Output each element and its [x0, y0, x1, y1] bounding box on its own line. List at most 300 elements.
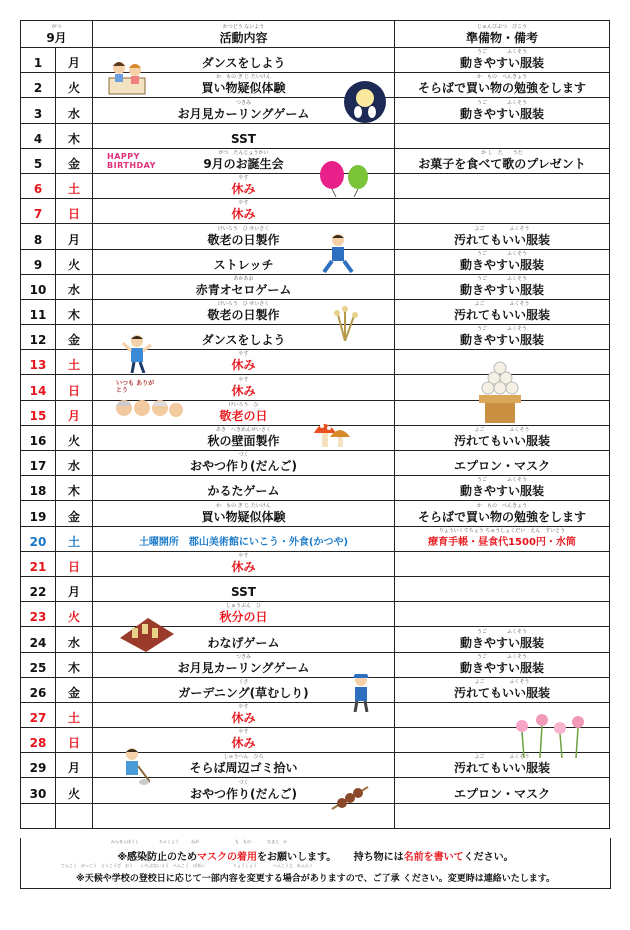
note-text: 汚れてもいい服装: [454, 685, 551, 700]
weekday-cell: [56, 778, 93, 803]
note-ruby: [395, 595, 609, 601]
schedule-row: [21, 501, 610, 526]
weekday-cell: [56, 753, 93, 778]
weekday-cell: [56, 249, 93, 274]
activity-header-label: 活動内容: [219, 31, 268, 45]
note-cell: [395, 299, 610, 324]
weekday-cell: [56, 148, 93, 173]
balloons-illustration: [316, 153, 374, 197]
day-number-text: 11: [29, 308, 47, 323]
schedule-row: [21, 602, 610, 627]
activity-cell: [93, 274, 395, 299]
notes-header-label: 準備物・備考: [466, 31, 539, 45]
weekday-text: 火: [68, 610, 81, 625]
day-number-cell: [21, 551, 56, 576]
activity-text: 敬老の日: [219, 408, 268, 423]
note-text: エプロン・マスク: [454, 459, 551, 474]
note-ruby: か もの べんきょう: [477, 502, 528, 509]
day-number-text: 9: [33, 257, 43, 272]
activity-ruby: けいろう ひ: [228, 401, 259, 408]
note-text: お菓子を食べて歌のプレゼント: [418, 156, 586, 171]
weekday-text: 土: [68, 358, 81, 373]
weekday-cell: [56, 299, 93, 324]
activity-ruby: づく: [238, 452, 249, 459]
weekday-cell: [56, 677, 93, 702]
note-ruby: よご ふくそう: [474, 678, 530, 685]
note-ruby: よご ふくそう: [474, 225, 530, 232]
weekday-text: 土: [68, 711, 81, 726]
weekday-cell: [56, 576, 93, 601]
note-ruby: よご ふくそう: [474, 754, 530, 761]
empty-cell: [395, 803, 610, 828]
note-ruby: よご ふくそう: [474, 427, 530, 433]
note-ruby: [395, 142, 609, 148]
activity-cell: [93, 576, 395, 601]
note-ruby: うご ふくそう: [477, 49, 528, 56]
activity-text: おやつ作り(だんご): [190, 786, 297, 801]
schedule-row: [21, 98, 610, 123]
footer-line1-d: ください。: [463, 852, 514, 863]
weekday-cell: [56, 526, 93, 551]
day-number-cell: [21, 123, 56, 148]
weekday-text: 金: [68, 509, 81, 524]
weekday-text: 月: [68, 585, 81, 600]
activity-text: わなげゲーム: [207, 635, 280, 650]
day-number-text: 21: [29, 559, 47, 574]
weekday-text: 火: [68, 786, 81, 801]
day-number-cell: [21, 728, 56, 753]
activity-ruby: づく: [238, 779, 249, 786]
activity-text: 赤青オセロゲーム: [195, 282, 292, 297]
weekday-text: 木: [68, 484, 81, 499]
footer-line1-a: ※感染防止のため: [117, 852, 198, 863]
footer-notes: [20, 838, 611, 889]
day-number-text: 3: [33, 106, 43, 121]
weekday-text: 火: [68, 434, 81, 448]
tsukimi-dango-illustration: [473, 360, 527, 426]
schedule-row: [21, 526, 610, 551]
note-text: 動きやすい服装: [460, 333, 545, 348]
activity-ruby: やす: [238, 351, 249, 358]
schedule-row: [21, 551, 610, 576]
schedule-row: [21, 476, 610, 501]
note-cell: [395, 224, 610, 249]
note-cell: [395, 274, 610, 299]
happy-birthday-banner: [105, 152, 165, 176]
day-number-cell: [21, 425, 56, 450]
weekday-cell: [56, 274, 93, 299]
weekday-text: 土: [68, 182, 81, 197]
note-text: そらばで買い物の勉強をします: [418, 81, 587, 96]
note-text: 動きやすい服装: [460, 660, 545, 675]
activity-text: 敬老の日製作: [207, 232, 280, 247]
trash-pickup-illustration: [120, 746, 150, 786]
activity-ruby: やす: [238, 552, 249, 559]
mushroom-illustration: [310, 413, 352, 451]
note-cell: [395, 677, 610, 702]
note-cell: [395, 199, 610, 224]
activity-cell: [93, 551, 395, 576]
empty-cell: [21, 803, 56, 828]
note-ruby: りょういくてちょう ちゅうしょくだい えん すいとう: [438, 527, 566, 534]
activity-text: ダンスをしよう: [201, 333, 286, 348]
activity-ruby: やす: [238, 175, 249, 182]
activity-cell: [93, 526, 395, 551]
day-number-cell: [21, 375, 56, 400]
activity-text: SST: [231, 585, 256, 600]
day-number-cell: [21, 602, 56, 627]
activity-cell: [93, 501, 395, 526]
day-number-text: 8: [33, 232, 43, 247]
note-cell: [395, 476, 610, 501]
day-number-text: 14: [29, 383, 47, 398]
schedule-row: [21, 249, 610, 274]
schedule-row: [21, 123, 610, 148]
note-cell: [395, 778, 610, 803]
weekday-text: 月: [68, 232, 81, 247]
weekday-text: 日: [68, 207, 81, 222]
weekday-text: 金: [68, 685, 81, 700]
note-text: 汚れてもいい服装: [454, 434, 551, 448]
activity-ruby: やす: [238, 376, 249, 383]
schedule-row: [21, 173, 610, 198]
day-number-text: 12: [29, 333, 47, 348]
weekday-cell: [56, 375, 93, 400]
footer-line1-ruby: かんせんぼうし ちゃくよう ねが も もの なまえ か: [111, 839, 287, 844]
weekday-text: 金: [68, 156, 81, 171]
weekday-text: 水: [68, 459, 81, 474]
note-cell: [395, 73, 610, 98]
note-ruby: うご ふくそう: [477, 326, 528, 333]
activity-text: ダンスをしよう: [201, 56, 286, 71]
note-text: 汚れてもいい服装: [454, 232, 551, 247]
day-number-text: 30: [29, 786, 47, 801]
activity-text: 休み: [231, 711, 256, 726]
footer-mask-notice: マスクの着用: [197, 852, 258, 863]
day-number-text: 10: [29, 282, 47, 297]
activity-ruby: あき へきめんせいさく: [216, 427, 272, 433]
note-cell: [395, 249, 610, 274]
weekday-text: 日: [68, 559, 81, 574]
day-number-text: 19: [29, 509, 47, 524]
note-ruby: [395, 570, 609, 576]
activity-ruby: がつ たんじょうかい: [218, 149, 269, 156]
note-cell: [395, 325, 610, 350]
weekday-text: 水: [68, 282, 81, 297]
day-number-text: 20: [29, 534, 47, 549]
activity-text: お月見カーリングゲーム: [177, 106, 310, 121]
day-number-cell: [21, 702, 56, 727]
autumn-equinox-illustration: [118, 614, 176, 654]
note-cell: [395, 602, 610, 627]
day-number-text: 7: [33, 207, 43, 222]
day-number-text: 17: [29, 459, 47, 474]
activity-text: 休み: [231, 736, 256, 751]
note-cell: [395, 652, 610, 677]
day-number-text: 4: [33, 131, 43, 146]
day-number-text: 2: [33, 81, 43, 96]
footer-line1-c: 持ち物には: [353, 852, 404, 863]
day-number-text: 28: [29, 736, 47, 751]
activity-ruby: けいろう ひ せいさく: [217, 301, 270, 308]
activity-text: SST: [231, 131, 256, 146]
note-text: 動きやすい服装: [460, 635, 545, 650]
table-header-row: [21, 21, 610, 48]
note-ruby: うご ふくそう: [477, 250, 528, 257]
gardening-person-illustration: [347, 672, 377, 712]
activity-text: 休み: [231, 559, 256, 574]
thank-you-text: いつも ありがとう: [116, 380, 155, 394]
activity-cell: [93, 451, 395, 476]
activity-text: 買い物疑似体験: [201, 509, 286, 524]
day-number-cell: [21, 98, 56, 123]
weekday-cell: [56, 123, 93, 148]
weekday-cell: [56, 350, 93, 375]
note-ruby: [395, 192, 609, 198]
activity-ruby: つきみ: [236, 653, 252, 660]
weekday-text: 火: [68, 257, 81, 272]
day-number-cell: [21, 627, 56, 652]
weekday-text: 日: [68, 736, 81, 751]
note-cell: [395, 173, 610, 198]
day-number-text: 26: [29, 685, 47, 700]
activity-ruby: か もの ぎ じ たいけん: [216, 502, 271, 509]
day-number-cell: [21, 753, 56, 778]
activity-text: おやつ作り(だんご): [190, 459, 297, 474]
schedule-row: [21, 274, 610, 299]
day-number-cell: [21, 325, 56, 350]
activity-text: そらば周辺ゴミ拾い: [189, 761, 298, 776]
footer-ruby-2: [21, 863, 610, 871]
footer-line2-ruby: てんこう がっこう とうこうび おう いちぶないよう へんこう ばあい りょうしょう へんこうじ れんらく: [61, 863, 313, 868]
activity-ruby: しゅうぶん ひ: [226, 603, 262, 610]
weekday-text: 水: [68, 106, 81, 121]
weekday-cell: [56, 224, 93, 249]
weekday-cell: [56, 48, 93, 73]
activity-text: かるたゲーム: [207, 484, 280, 499]
weekday-cell: [56, 325, 93, 350]
day-number-cell: [21, 274, 56, 299]
schedule-row: [21, 199, 610, 224]
weekday-cell: [56, 602, 93, 627]
day-number-cell: [21, 73, 56, 98]
activity-ruby: しゅうへん ひろ: [223, 754, 264, 761]
note-cell: [395, 576, 610, 601]
activity-ruby: あかあお: [233, 275, 254, 282]
footer-line1-b: をお願いします。: [257, 852, 337, 863]
schedule-row: [21, 299, 610, 324]
note-ruby: か もの べんきょう: [477, 74, 528, 81]
day-number-cell: [21, 299, 56, 324]
note-text: 動きやすい服装: [460, 257, 545, 272]
activity-ruby: かつどう ないよう: [222, 24, 265, 30]
day-number-cell: [21, 249, 56, 274]
stretch-person-illustration: [322, 232, 356, 276]
weekday-cell: [56, 98, 93, 123]
note-cell: [395, 48, 610, 73]
activity-text: 敬老の日製作: [207, 308, 280, 323]
schedule-row: [21, 325, 610, 350]
day-number-text: 6: [33, 182, 43, 197]
weekday-cell: [56, 652, 93, 677]
activity-ruby: やす: [238, 729, 249, 736]
note-text: そらばで買い物の勉強をします: [418, 509, 587, 524]
notes-ruby: じゅんびぶつ びこう: [477, 24, 528, 30]
activity-ruby: けいろう ひ せいさく: [217, 225, 270, 232]
note-ruby: [395, 620, 609, 626]
note-cell: [395, 627, 610, 652]
day-number-text: 24: [29, 635, 47, 650]
weekday-text: 月: [68, 761, 81, 776]
day-number-cell: [21, 501, 56, 526]
schedule-row: [21, 224, 610, 249]
day-number-cell: [21, 476, 56, 501]
day-number-text: 22: [29, 585, 47, 600]
activity-header: [93, 21, 395, 48]
shopping-illustration: [105, 58, 149, 98]
note-ruby: [395, 217, 609, 223]
weekday-text: 月: [68, 56, 81, 71]
weekday-cell: [56, 400, 93, 425]
activity-ruby: か もの ぎ じ たいけん: [216, 74, 271, 81]
activity-ruby: やす: [238, 200, 249, 207]
day-number-text: 13: [29, 358, 47, 373]
activity-text: 休み: [231, 383, 256, 398]
day-number-cell: [21, 677, 56, 702]
note-text: 動きやすい服装: [460, 106, 545, 121]
moon-viewing-illustration: [343, 80, 387, 124]
activity-cell: [93, 199, 395, 224]
weekday-cell: [56, 425, 93, 450]
footer-name-notice: 名前を書いて: [403, 852, 464, 863]
activity-text: ストレッチ: [213, 257, 274, 272]
day-number-cell: [21, 173, 56, 198]
month-label: 9月: [46, 31, 67, 45]
activity-ruby: つきみ: [236, 99, 252, 106]
weekday-cell: [56, 501, 93, 526]
day-number-cell: [21, 652, 56, 677]
day-number-text: 29: [29, 761, 47, 776]
footer-line1: [21, 848, 610, 863]
activity-text: 休み: [231, 358, 256, 373]
activity-text: ガーデニング(草むしり): [178, 685, 309, 700]
weekday-text: 土: [68, 534, 81, 549]
weekday-cell: [56, 728, 93, 753]
weekday-cell: [56, 627, 93, 652]
note-ruby: うご ふくそう: [477, 99, 528, 106]
note-text: 汚れてもいい服装: [454, 308, 551, 323]
weekday-text: 日: [68, 383, 81, 398]
weekday-cell: [56, 73, 93, 98]
note-cell: [395, 551, 610, 576]
month-ruby: がつ: [51, 24, 62, 30]
day-number-text: 1: [33, 56, 43, 71]
activity-cell: [93, 123, 395, 148]
day-number-cell: [21, 199, 56, 224]
day-number-text: 5: [33, 156, 43, 171]
note-cell: [395, 451, 610, 476]
day-number-cell: [21, 350, 56, 375]
note-ruby: うご ふくそう: [477, 653, 528, 660]
day-number-text: 18: [29, 484, 47, 499]
note-cell: [395, 123, 610, 148]
weekday-text: 火: [68, 81, 81, 96]
footer-line2: ※天候や学校の登校日に応じて一部内容を変更する場合がありますので、ご了承 ください。変更時は連絡いたします。: [76, 874, 555, 884]
note-text: 動きやすい服装: [460, 282, 545, 297]
day-number-cell: [21, 451, 56, 476]
activity-text: 9月のお誕生会: [203, 156, 284, 171]
note-cell: [395, 501, 610, 526]
note-text: 療育手帳・昼食代1500円・水筒: [428, 536, 576, 548]
weekday-text: 金: [68, 333, 81, 348]
note-text: 汚れてもいい服装: [454, 761, 551, 776]
weekday-cell: [56, 476, 93, 501]
day-number-cell: [21, 778, 56, 803]
dancing-kid-illustration: [122, 333, 152, 373]
weekday-text: 月: [68, 408, 81, 423]
schedule-row: [21, 627, 610, 652]
weekday-cell: [56, 451, 93, 476]
note-ruby: うご ふくそう: [477, 275, 528, 282]
day-number-text: 16: [29, 434, 47, 448]
activity-text: 土曜開所 郡山美術館にいこう・外食(かつや): [138, 536, 349, 548]
day-number-cell: [21, 48, 56, 73]
activity-text: お月見カーリングゲーム: [177, 660, 310, 675]
pampas-grass-illustration: [327, 305, 363, 341]
cosmos-flowers-illustration: [508, 712, 592, 760]
note-cell: [395, 98, 610, 123]
dango-skewer-illustration: [330, 785, 370, 811]
weekday-cell: [56, 702, 93, 727]
weekday-cell: [56, 199, 93, 224]
day-number-cell: [21, 148, 56, 173]
day-number-cell: [21, 400, 56, 425]
day-number-text: 23: [29, 610, 47, 625]
empty-cell: [56, 803, 93, 828]
weekday-cell: [56, 551, 93, 576]
empty-row: [21, 803, 610, 828]
schedule-row: [21, 778, 610, 803]
note-text: 動きやすい服装: [460, 484, 545, 499]
activity-ruby: くさ: [238, 678, 249, 685]
weekday-cell: [56, 173, 93, 198]
weekday-text: 木: [68, 131, 81, 146]
note-ruby: うご ふくそう: [477, 628, 528, 635]
weekday-text: 水: [68, 635, 81, 650]
activity-text: 秋の壁面製作: [207, 434, 280, 448]
note-text: エプロン・マスク: [454, 786, 551, 801]
schedule-row: [21, 652, 610, 677]
note-ruby: よご ふくそう: [474, 301, 530, 308]
schedule-row: [21, 451, 610, 476]
activity-text: 秋分の日: [219, 610, 268, 625]
elder-faces-icon: [112, 394, 184, 424]
note-text: 動きやすい服装: [460, 56, 545, 71]
note-cell: [395, 148, 610, 173]
grandparents-illustration: [112, 380, 184, 426]
notes-header: [395, 21, 610, 48]
day-number-text: 25: [29, 660, 47, 675]
note-cell: [395, 425, 610, 450]
day-number-cell: [21, 576, 56, 601]
activity-text: 休み: [231, 207, 256, 222]
weekday-text: 木: [68, 660, 81, 675]
note-ruby: か し た うた: [481, 149, 523, 156]
activity-text: 休み: [231, 182, 256, 197]
month-header: [21, 21, 93, 48]
note-cell: [395, 526, 610, 551]
weekday-text: 木: [68, 308, 81, 323]
